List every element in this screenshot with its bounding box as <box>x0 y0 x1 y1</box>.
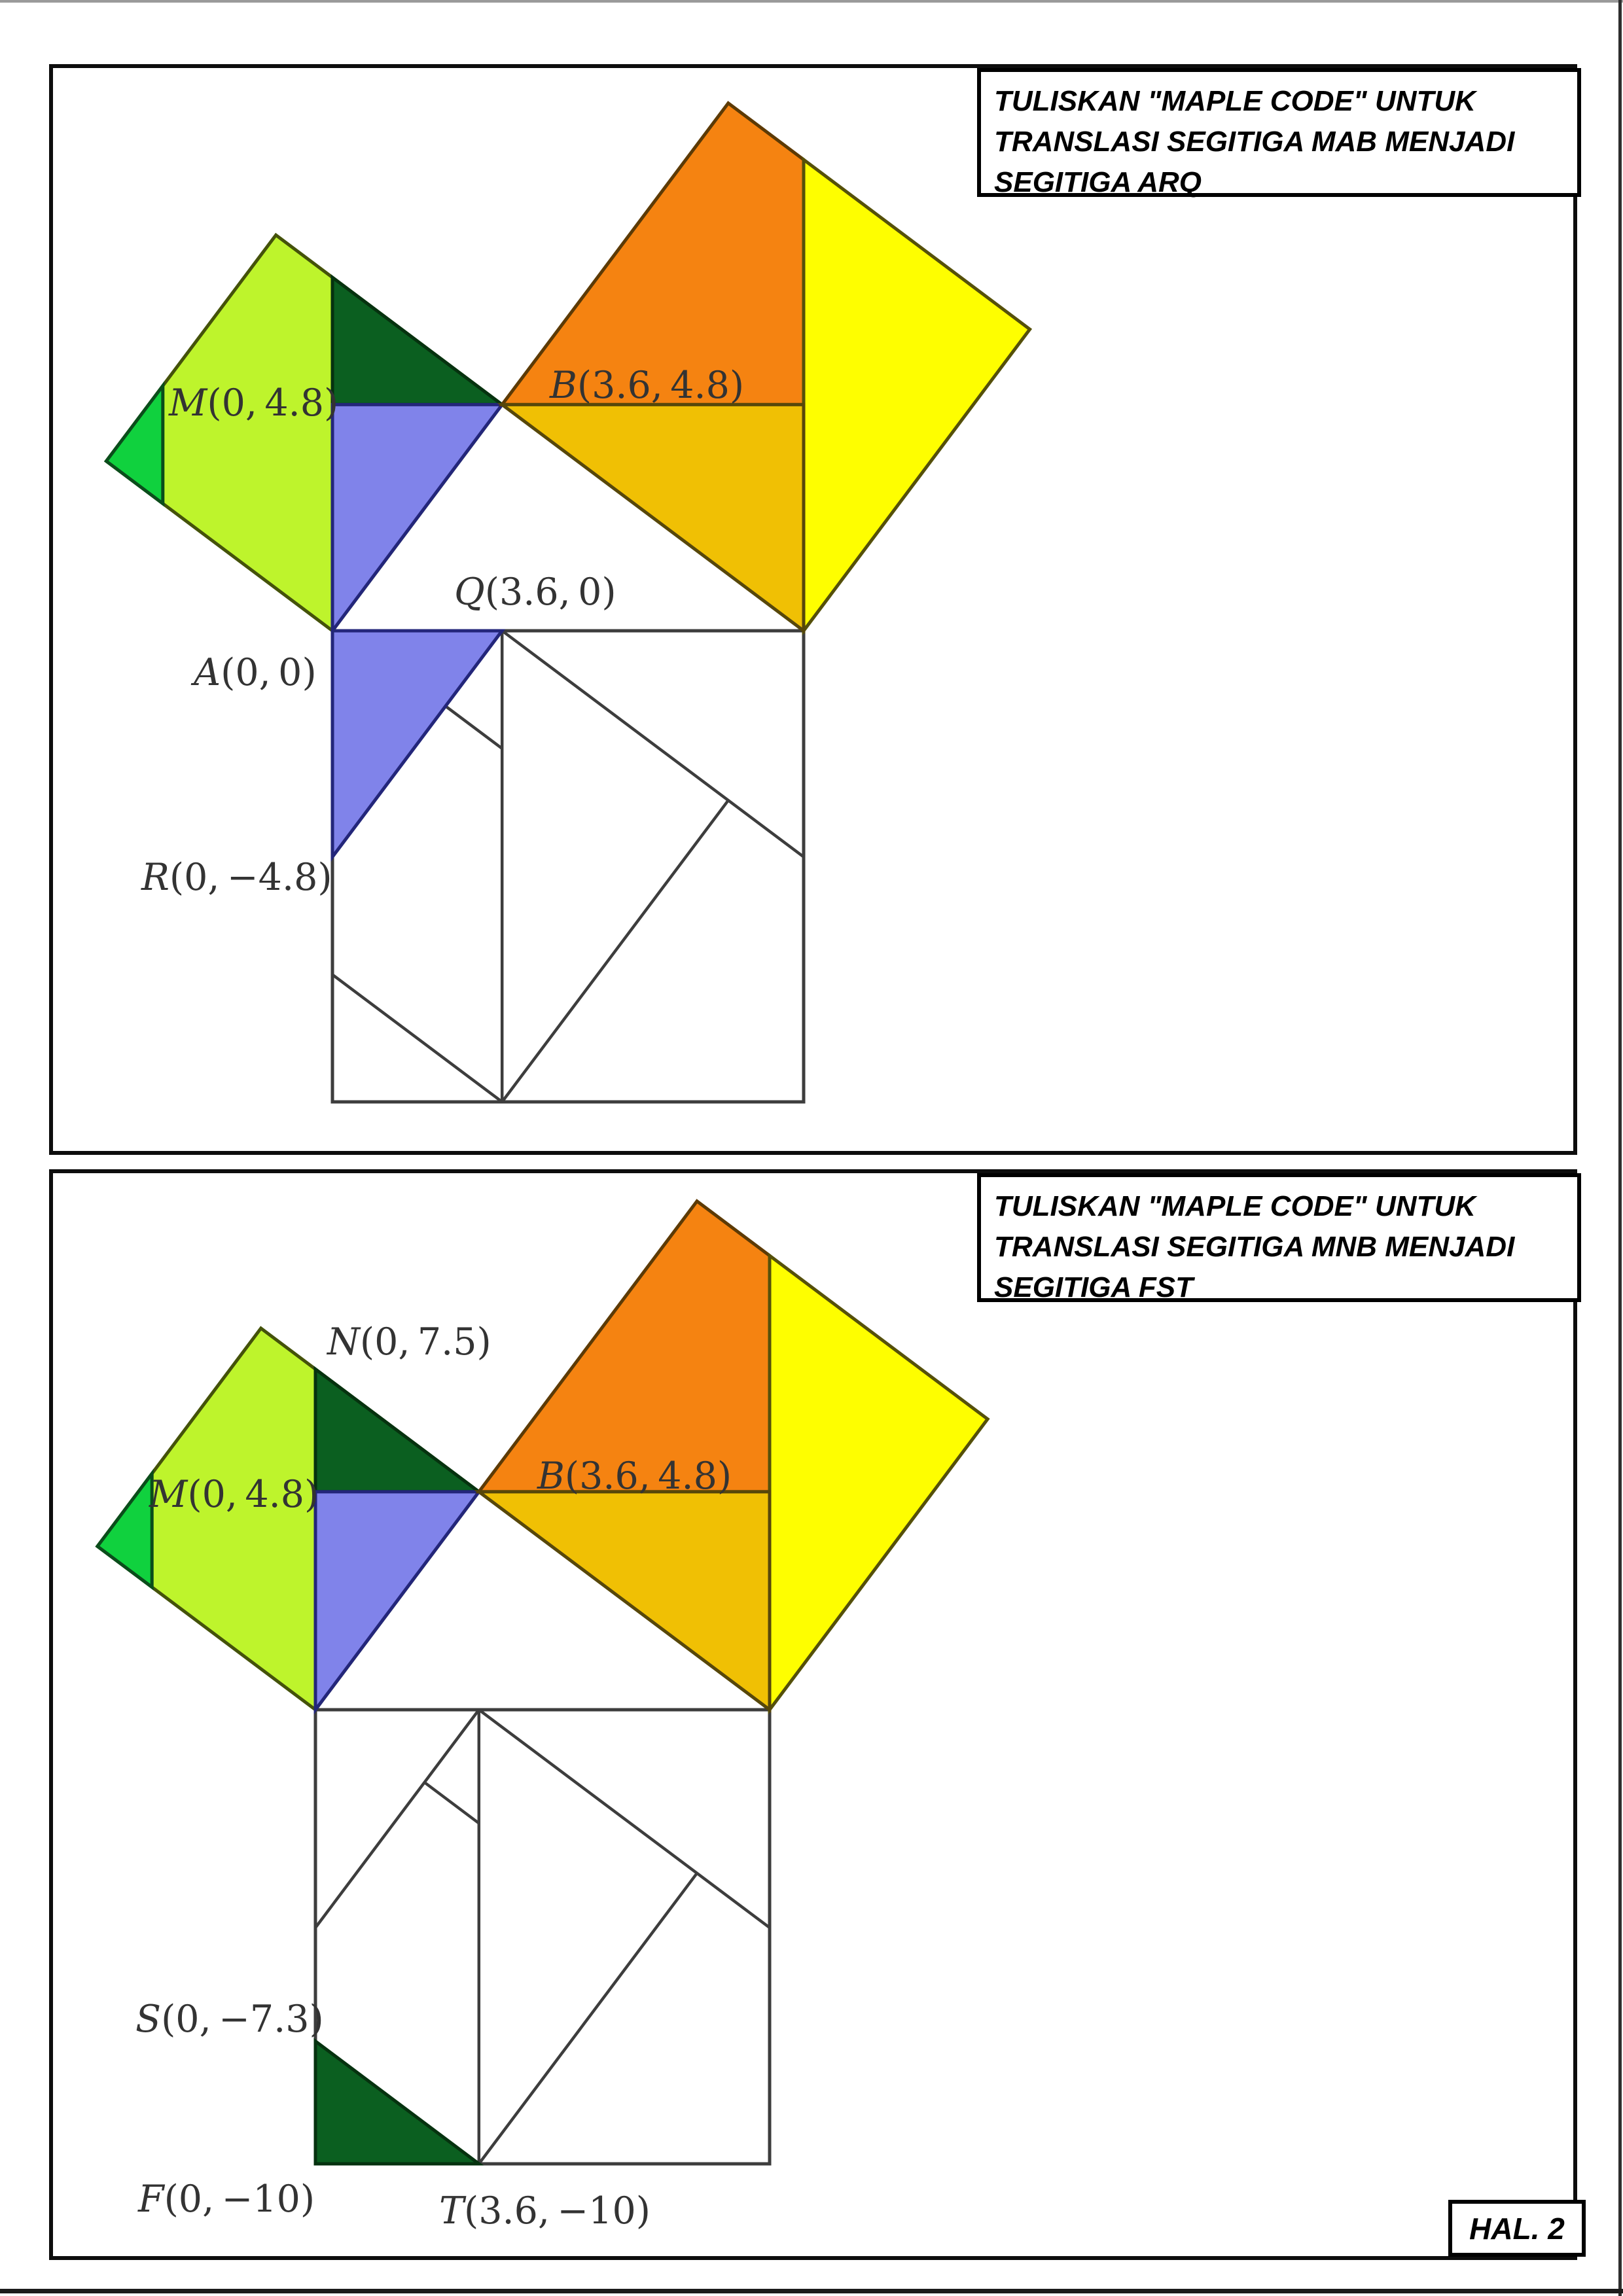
green-corner-triangle <box>98 1474 152 1587</box>
point-label-M: M(0, 4.8) <box>149 1473 319 1516</box>
point-label-F: F(0, −10) <box>138 2178 315 2221</box>
triangle-mnb <box>315 1369 479 1492</box>
orange-quad-piece <box>479 1201 770 1492</box>
yellow-corner-triangle <box>770 1256 988 1710</box>
point-label-A: A(0, 0) <box>194 651 317 694</box>
page-number-box <box>1448 2200 1586 2257</box>
point-label-B: B(3.6, 4.8) <box>550 364 745 407</box>
point-label-M: M(0, 4.8) <box>169 381 339 425</box>
orange-quad-piece <box>502 103 804 405</box>
point-label-S: S(0, −7.3) <box>135 1998 324 2041</box>
instruction-line-2: TRANSLASI SEGITIGA MAB MENJADI <box>994 126 1515 158</box>
instruction-line-3: SEGITIGA ARQ <box>994 166 1202 198</box>
instruction-line-1: TULISKAN "MAPLE CODE" UNTUK <box>994 85 1476 117</box>
dissection-figure-1 <box>53 68 1573 1151</box>
instruction-box-2 <box>977 1173 1581 1302</box>
point-label-B: B(3.6, 4.8) <box>537 1455 732 1498</box>
page-number-label: HAL. 2 <box>1469 2211 1565 2246</box>
page-edge-bottom <box>0 2289 1623 2293</box>
triangle-mnb <box>332 277 502 404</box>
instruction-box-1 <box>977 68 1581 197</box>
page-edge-right <box>1618 0 1622 2296</box>
point-label-R: R(0, −4.8) <box>141 856 332 899</box>
instruction-line-3: SEGITIGA FST <box>994 1271 1193 1303</box>
instruction-line-2: TRANSLASI SEGITIGA MNB MENJADI <box>994 1231 1515 1263</box>
triangle-mab <box>315 1492 479 1710</box>
point-label-N: N(0, 7.5) <box>327 1320 491 1364</box>
panel-1 <box>49 64 1577 1155</box>
point-label-T: T(3.6, −10) <box>439 2189 651 2233</box>
dissection-figure-2 <box>53 1173 1573 2256</box>
page-edge-top <box>0 0 1623 3</box>
yellow-corner-triangle <box>804 160 1030 631</box>
instruction-line-1: TULISKAN "MAPLE CODE" UNTUK <box>994 1190 1476 1222</box>
panel-2 <box>49 1169 1577 2260</box>
point-label-Q: Q(3.6, 0) <box>454 571 616 614</box>
amber-triangle-bvw <box>479 1492 770 1710</box>
green-corner-triangle <box>106 386 162 504</box>
